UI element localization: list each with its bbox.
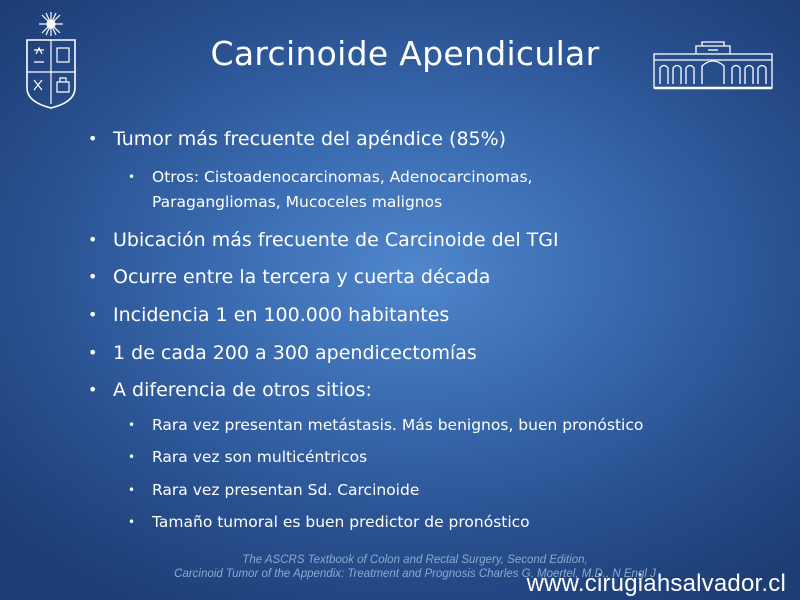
bullet-icon: • [128, 483, 136, 497]
bullet-text: 1 de cada 200 a 300 apendicectomías [113, 342, 477, 364]
bullet-text: Incidencia 1 en 100.000 habitantes [113, 304, 450, 326]
slide-title: Carcinoide Apendicular [210, 34, 600, 73]
bullet-icon: • [128, 450, 136, 464]
bullet-text: Tumor más frecuente del apéndice (85%) [113, 128, 507, 150]
bullet-icon: • [128, 170, 136, 184]
bullet-icon: • [88, 129, 98, 148]
bullet-icon: • [128, 515, 136, 529]
bullet-icon: • [88, 380, 98, 399]
university-crest-icon [22, 10, 80, 110]
sub-bullet-text: Rara vez son multicéntricos [152, 448, 368, 466]
bullet-icon: • [88, 230, 98, 249]
bullet-icon: • [88, 343, 98, 362]
sub-bullet-text: Otros: Cistoadenocarcinomas, Adenocarcinomas, [152, 168, 533, 186]
website-link[interactable]: www.cirugiahsalvador.cl [526, 570, 786, 597]
bullet-text: Ubicación más frecuente de Carcinoide del TGI [113, 229, 559, 251]
reference-line: Carcinoid Tumor of the Appendix: Treatment and Prognosis Charles G. Moertel, M.D., N Engl J [174, 568, 656, 580]
sub-bullet-text: Paragangliomas, Mucoceles malignos [152, 193, 443, 211]
sub-bullet-text: Rara vez presentan Sd. Carcinoide [152, 481, 420, 499]
reference-line: The ASCRS Textbook of Colon and Rectal Surgery, Second Edition, [242, 554, 588, 566]
bullet-text: Ocurre entre la tercera y cuerta década [113, 266, 491, 288]
bullet-icon: • [128, 418, 136, 432]
bullet-icon: • [88, 305, 98, 324]
sub-bullet-text: Tamaño tumoral es buen predictor de pronóstico [152, 513, 530, 531]
bullet-icon: • [88, 267, 98, 286]
bullet-text: A diferencia de otros sitios: [113, 379, 372, 401]
sub-bullet-text: Rara vez presentan metástasis. Más benignos, buen pronóstico [152, 416, 644, 434]
